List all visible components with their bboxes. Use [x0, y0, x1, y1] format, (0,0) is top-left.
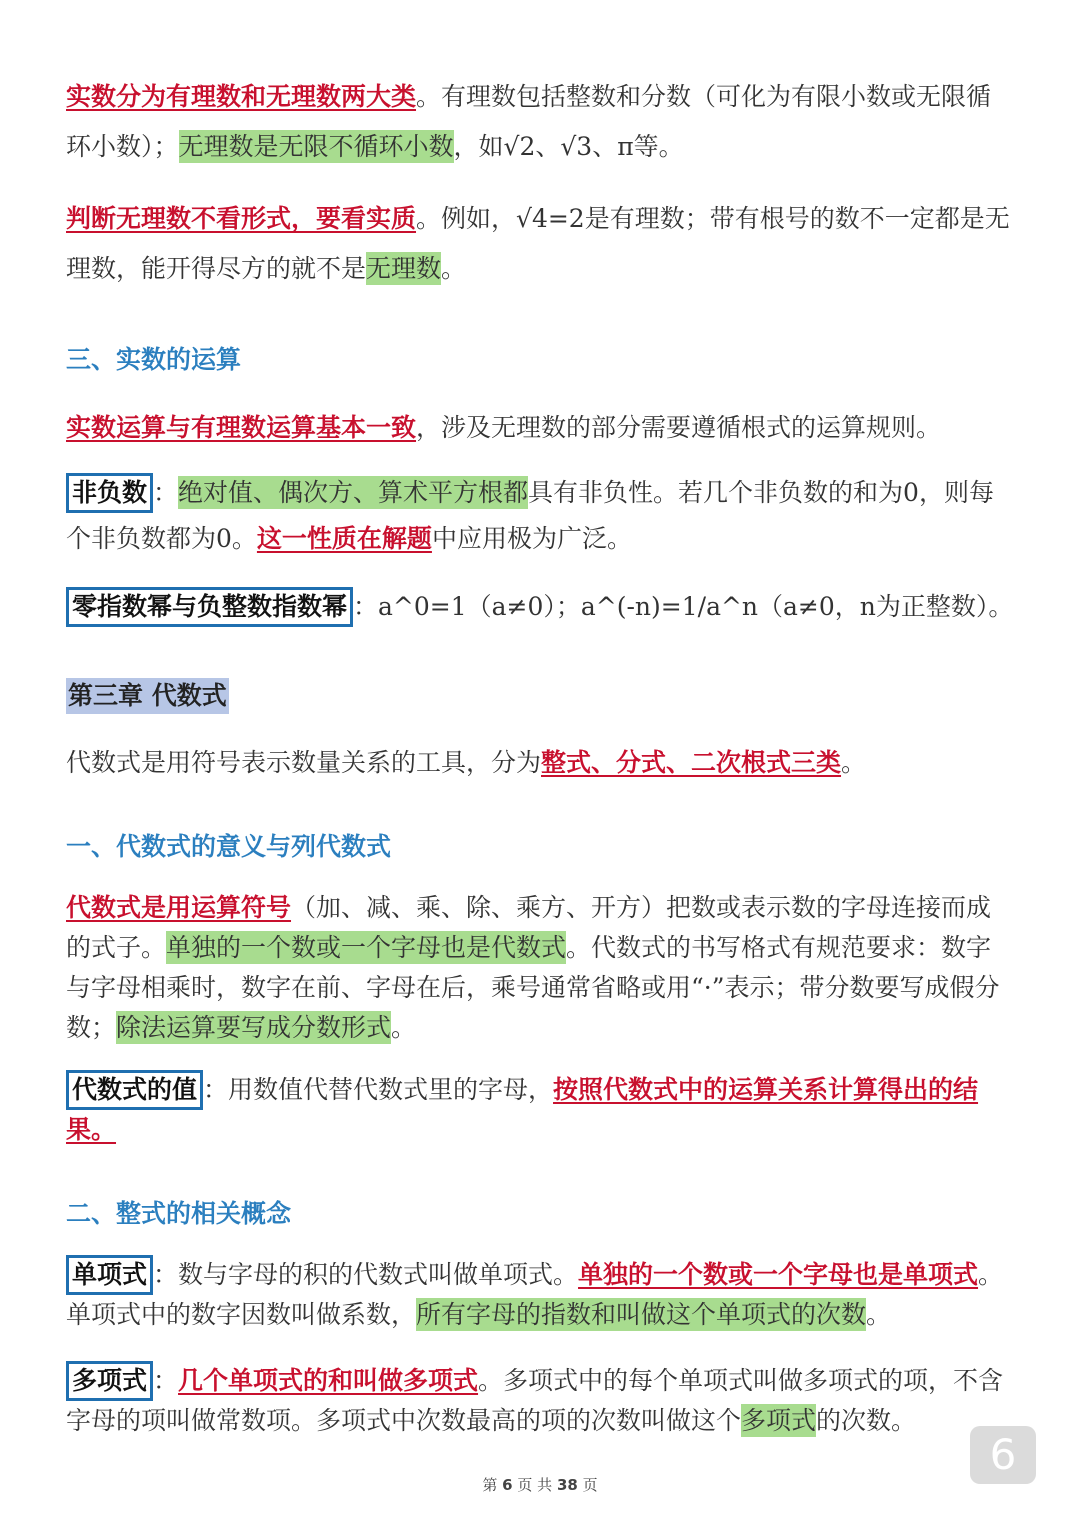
key-point: 这一性质在解题: [256, 524, 432, 553]
highlight: 绝对值、偶次方、算术平方根都: [178, 478, 529, 507]
text: 。: [391, 1013, 417, 1042]
text: 。单项式中的数字因数叫做系数，: [66, 1260, 1004, 1329]
key-point: 按照代数式中的运算关系计算得出的结果。: [66, 1075, 979, 1144]
term-box: 代数式的值: [66, 1070, 203, 1110]
paragraph-polynomial: [66, 1361, 1016, 1441]
key-point: 实数分为有理数和无理数两大类: [66, 82, 417, 111]
highlight: 所有字母的指数和叫做这个单项式的次数: [416, 1300, 867, 1329]
text: 。有理数包括整数和分数（可化为有限小数或无限循环小数）；: [66, 82, 992, 161]
footer-middle: 页 共: [517, 1476, 553, 1494]
key-point: 判断无理数不看形式，要看实质: [66, 204, 417, 233]
text: 的次数。: [816, 1406, 917, 1435]
paragraph-real-numbers: [66, 72, 1016, 172]
text: ：用数值代替代数式里的字母，: [203, 1075, 554, 1104]
section-heading-meaning: 一、代数式的意义与列代数式: [66, 832, 392, 861]
text: ：: [153, 478, 179, 507]
key-point: 代数式是用运算符号: [66, 893, 292, 922]
key-point: 单独的一个数或一个字母也是单项式: [578, 1260, 979, 1289]
paragraph-exponents: [66, 582, 1016, 632]
text: ，如√2、√3、π等。: [453, 132, 684, 161]
footer-suffix: 页: [582, 1476, 598, 1494]
paragraph-nonnegative: [66, 470, 1016, 562]
footer-prefix: 第: [482, 1476, 498, 1494]
term-box: 零指数幂与负整数指数幂: [66, 587, 353, 627]
text: 。: [441, 254, 467, 283]
text: ：a^0=1（a≠0）；a^(-n)=1/a^n（a≠0，n为正整数）。: [353, 592, 1014, 621]
paragraph-algebraic-value: [66, 1070, 1016, 1150]
text: 。: [841, 748, 867, 777]
key-point: 几个单项式的和叫做多项式: [178, 1366, 479, 1395]
paragraph-algebraic-definition: [66, 888, 1016, 1048]
chapter-heading: 第三章 代数式: [66, 678, 229, 714]
text: （加、减、乘、除、乘方、开方）把数或表示数的字母连接而成的式子。: [66, 893, 992, 962]
paragraph-irrational-judgement: [66, 194, 1016, 294]
text: 。代数式的书写格式有规范要求：数字与字母相乘时，数字在前、字母在后，乘号通常省略或用“·”表示；带分数要写成假分数；: [66, 933, 1000, 1042]
text: 。: [866, 1300, 892, 1329]
highlight: 多项式: [741, 1406, 817, 1435]
page-footer: [0, 1474, 1080, 1495]
paragraph-algebraic-intro: [66, 738, 1016, 788]
text: 代数式是用符号表示数量关系的工具，分为: [66, 748, 542, 777]
text: 。例如，√4=2是有理数；带有根号的数不一定都是无理数，能开得尽方的就不是: [66, 204, 1010, 283]
text: 。多项式中的每个单项式叫做多项式的项，不含字母的项叫做常数项。多项式中次数最高的项的次数叫做这个: [66, 1366, 1004, 1435]
text: ：: [153, 1366, 179, 1395]
highlight: 单独的一个数或一个字母也是代数式: [166, 933, 567, 962]
key-point: 整式、分式、二次根式三类: [541, 748, 842, 777]
highlight: 无理数: [366, 254, 442, 283]
term-box: 非负数: [66, 473, 153, 513]
paragraph-real-ops: [66, 403, 1016, 453]
footer-total-pages: 38: [556, 1476, 578, 1494]
section-heading-real-ops: 三、实数的运算: [66, 345, 242, 374]
text: 中应用极为广泛。: [431, 524, 632, 553]
term-box: 单项式: [66, 1255, 153, 1295]
paragraph-monomial: [66, 1255, 1016, 1335]
text: 具有非负性。若几个非负数的和为0，则每个非负数都为0。: [66, 478, 994, 553]
highlight: 除法运算要写成分数形式: [116, 1013, 392, 1042]
text: ：数与字母的积的代数式叫做单项式。: [153, 1260, 579, 1289]
highlight: 无理数是无限不循环小数: [178, 132, 454, 161]
footer-page-number: 6: [502, 1476, 513, 1494]
page-number-badge: 6: [970, 1426, 1036, 1484]
text: ，涉及无理数的部分需要遵循根式的运算规则。: [416, 413, 942, 442]
key-point: 实数运算与有理数运算基本一致: [66, 413, 417, 442]
section-heading-integral: 二、整式的相关概念: [66, 1199, 292, 1228]
term-box: 多项式: [66, 1361, 153, 1401]
